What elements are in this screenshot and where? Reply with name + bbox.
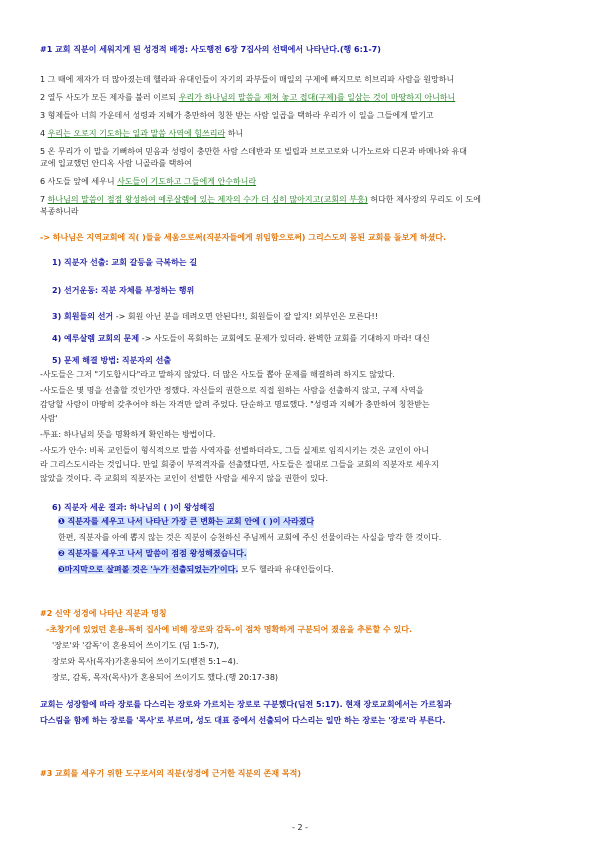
item-5-line: 않았을 것이다. 즉 교회의 직분자는 교인이 선별한 사람을 세우지 않을 권한이 있다. [40, 474, 329, 483]
item-5-line: 사람' [40, 414, 58, 423]
item-5-line: -사도들은 그저 "기도합시다"라고 말하지 않았다. 더 많은 사도들 뽑아 문제를 해결하려 하지도 않았다. [40, 370, 395, 379]
section-3-heading: #3 교회를 세우기 위한 도구로서의 직분(성경에 근거한 직분의 존재 목적) [40, 769, 302, 778]
item-5-line: -사도가 안수: 비록 교인들이 형식적으로 말씀 사역자를 선별하더라도, 그들 실제로 임직시키는 것은 교인이 아니 [40, 446, 429, 455]
item-5-line: -투표: 하나님의 뜻을 명확하게 확인하는 방법이다. [40, 430, 216, 439]
item-6-point-2: ❷ 직분자를 세우고 나서 말씀이 점점 왕성해졌습니다. [58, 549, 247, 558]
verse-5-cont: 교에 입교했던 안디옥 사람 니골라를 택하여 [40, 159, 192, 168]
page-number: - 2 - [292, 823, 308, 832]
section-1-title: #1 교회 직분이 세워지게 된 성경적 배경: 사도행전 6장 7집사의 선택에서 나타난다. [40, 45, 340, 54]
section-2-line: 장로, 감독, 목자(목사)가 혼용되어 쓰이기도 했다.(행 20:17-38) [52, 673, 279, 682]
summary-line: -> 하나님은 지역교회에 직( )들을 세움으로써(직분자들에게 위임함으로써) 그리스도의 몸된 교회를 돌보게 하셨다. [40, 233, 447, 242]
item-6-point-1: ❶ 직분자를 세우고 나서 나타난 가장 큰 변화는 교회 안에 ( )이 사라졌다 [58, 517, 315, 526]
verse-4: 4 우리는 오로지 기도하는 일과 말씀 사역에 힘쓰리라 하니 [40, 129, 244, 138]
item-2: 2) 선거운동: 직분 자체를 부정하는 행위 [52, 286, 195, 295]
item-1: 1) 직분자 선출: 교회 갈등을 극복하는 길 [52, 258, 198, 267]
highlight-text: 우리가 하나님의 말씀을 제쳐 놓고 접대(구제)를 일삼는 것이 마땅하지 아니하니 [178, 93, 456, 102]
section-2-line: '장로'와 '감독'이 혼용되어 쓰이기도 (딤 1:5-7), [52, 641, 220, 650]
verse-3: 3 형제들아 너희 가운데서 성령과 지혜가 충만하여 칭찬 받는 사람 일곱을 택하라 우리가 이 일을 그들에게 맡기고 [40, 111, 434, 120]
section-2-paragraph: 다스림을 함께 하는 장로를 '목사'로 부르며, 성도 대표 중에서 선출되어 다스리는 일만 하는 장로는 '장로'라 부른다. [40, 716, 446, 725]
verse-6: 6 사도들 앞에 세우니 사도들이 기도하고 그들에게 안수하니라 [40, 177, 257, 186]
verse-7: 7 하나님의 말씀이 점점 왕성하여 예루살렘에 있는 제자의 수가 더 심히 많아지고(교회의 부흥) 허다한 제사장의 무리도 이 도에 [40, 195, 481, 204]
item-5-line: 감당할 사람이 마땅히 갖추어야 하는 자격만 알려 주었다. 단순하고 명료했다. "성령과 지혜가 충만하여 칭찬받는 [40, 400, 430, 409]
item-6-point-3: ❸마지막으로 살펴볼 것은 '누가 선출되었는가'이다. 모두 헬라파 유대인들이다. [58, 565, 334, 574]
verse-5: 5 온 무리가 이 말을 기뻐하여 믿음과 성령이 충만한 사람 스데반과 또 빌립과 브로고로와 니가노르와 디몬과 바메나와 유대 [40, 147, 467, 156]
item-6-note: 한편, 직분자를 아예 뽑지 않는 것은 직분이 승천하신 주님께서 교회에 주신 선물이라는 사실을 망각 한 것이다. [58, 533, 442, 542]
highlight-text: 사도들이 기도하고 그들에게 안수하니라 [117, 177, 257, 186]
section-2-line: -초창기에 있었던 혼용-특히 집사에 비해 장로와 감독-이 점차 명확하게 구분되어 졌음을 추론할 수 있다. [46, 625, 413, 634]
verse-7-cont: 복종하니라 [40, 207, 79, 216]
item-5-line: 라 그리스도시라는 것입니다. 만일 회중이 부적격자를 선출했다면, 사도들은 절대로 그들을 교회의 직분자로 세우지 [40, 460, 439, 469]
highlight-text: 하나님의 말씀이 점점 왕성하여 예루살렘에 있는 제자의 수가 더 심히 많아지고(교회의 부흥) [47, 195, 368, 204]
section-1-heading [40, 44, 576, 56]
verse-1: 1 그 때에 제자가 더 많아졌는데 헬라파 유대인들이 자기의 과부들이 매일의 구제에 빠지므로 히브리파 사람을 원망하니 [40, 75, 455, 84]
item-5: 5) 문제 해결 방법: 직분자의 선출 [52, 356, 172, 365]
section-1-reference: (행 6:1-7) [339, 45, 381, 54]
item-3: 3) 회원들의 선거 -> 회원 아닌 분을 데려오면 안된다!!, 회원들이 잘 알지! 외부인은 모른다!! [52, 312, 378, 321]
highlight-text: 우리는 오로지 기도하는 일과 말씀 사역에 힘쓰리라 [47, 129, 226, 138]
item-6: 6) 직분자 세운 결과: 하나님의 ( )이 왕성해짐 [52, 503, 215, 512]
section-2-heading: #2 신약 성경에 나타난 직분과 명칭 [40, 609, 167, 618]
section-2-paragraph: 교회는 성장함에 따라 장로를 다스리는 장로와 가르치는 장로로 구분했다(딤전 5:17). 현재 장로교회에서는 가르침과 [40, 700, 452, 709]
item-4: 4) 예루살렘 교회의 문제 -> 사도들이 목회하는 교회에도 문제가 있더라. 완벽한 교회를 기대하지 마라! 대신 [52, 334, 430, 343]
item-5-line: -사도들은 몇 명을 선출할 것인가만 정했다. 자신들의 권한으로 직접 원하는 사람을 선출하지 않고, 구제 사역을 [40, 386, 424, 395]
verse-2: 2 열두 사도가 모든 제자를 불러 이르되 우리가 하나님의 말씀을 제쳐 놓고 접대(구제)를 일삼는 것이 마땅하지 아니하니 [40, 93, 456, 102]
section-2-line: 장로와 목사(목자)가혼용되어 쓰이기도(벧전 5:1~4). [52, 657, 239, 666]
